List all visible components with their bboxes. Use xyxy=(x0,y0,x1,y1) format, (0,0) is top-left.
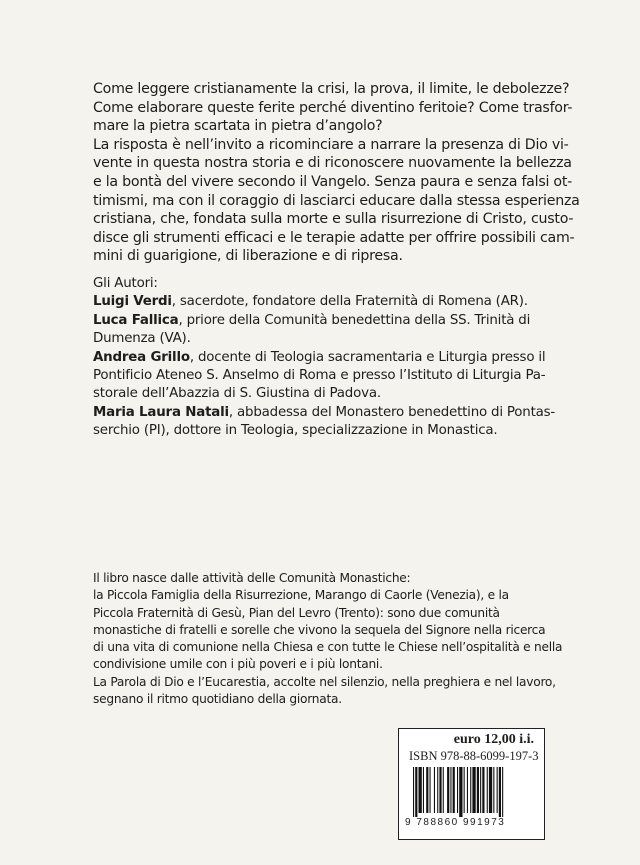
about-line: segnano il ritmo quotidiano della giornata. xyxy=(93,692,342,707)
intro-line: Come leggere cristianamente la crisi, la prova, il limite, le debolezze? xyxy=(93,81,570,97)
intro-line: Come elaborare queste ferite perché diventino feritoie? Come trasfor- xyxy=(93,99,573,116)
author-description: , priore della Comunità benedettina della SS. Trinità di xyxy=(178,312,531,328)
author-description: , abbadessa del Monastero benedettino di Pontas- xyxy=(228,404,556,420)
author-description: , sacerdote, fondatore della Fraternità di Romena (AR). xyxy=(171,294,528,310)
intro-line: e la bontà del vivere secondo il Vangelo. Senza paura e senza falsi ot- xyxy=(93,173,573,190)
author-description-cont: serchio (PI), dottore in Teologia, specializzazione in Monastica. xyxy=(93,423,498,439)
author-description: , docente di Teologia sacramentaria e Liturgia presso il xyxy=(189,349,546,365)
about-line: Piccola Fraternità di Gesù, Pian del Levro (Trento): sono due comunità xyxy=(93,605,500,620)
author-entry xyxy=(93,349,573,367)
author-description-cont: storale dell’Abazzia di S. Giustina di Padova. xyxy=(93,386,381,402)
intro-line: disce gli strumenti efficaci e le terapie adatte per offrire possibili cam- xyxy=(93,229,575,246)
author-entry xyxy=(93,293,573,311)
about-line: condivisione umile con i più poveri e i più lontani. xyxy=(93,657,383,672)
about-line: La Parola di Dio e l’Eucarestia, accolte nel silenzio, nella preghiera e nel lavoro, xyxy=(93,674,556,689)
author-name: Luigi Verdi xyxy=(93,294,172,310)
author-name: Luca Fallica xyxy=(93,312,179,328)
intro-line: mini di guarigione, di liberazione e di ripresa. xyxy=(93,248,403,265)
price-isbn-box xyxy=(398,728,545,840)
authors-heading: Gli Autori: xyxy=(93,276,158,291)
author-entry xyxy=(93,404,573,422)
author-description-cont: Pontificio Ateneo S. Anselmo di Roma e presso l’Istituto di Liturgia Pa- xyxy=(93,368,546,384)
about-section xyxy=(93,570,563,708)
intro-line: cristiana, che, fondata sulla morte e sulla risurrezione di Cristo, custo- xyxy=(93,211,574,228)
intro-paragraph xyxy=(93,80,580,266)
author-name: Maria Laura Natali xyxy=(93,404,229,420)
price-label: euro 12,00 i.i. xyxy=(453,732,534,747)
intro-line: La risposta è nell’invito a ricominciare a narrare la presenza di Dio vi- xyxy=(93,136,569,153)
barcode-icon xyxy=(413,767,531,817)
intro-line: mare la pietra scartata in pietra d’angolo? xyxy=(93,118,383,135)
isbn-label: ISBN 978-88-6099-197-3 xyxy=(409,749,539,763)
authors-section xyxy=(93,275,573,441)
intro-line: timismi, ma con il coraggio di lasciarci educare dalla stessa esperienza xyxy=(93,192,580,209)
about-line: la Piccola Famiglia della Risurrezione, Marango di Caorle (Venezia), e la xyxy=(93,588,509,603)
about-line: di una vita di comunione nella Chiesa e con tutte le Chiese nell’ospitalità e nella xyxy=(93,640,563,655)
about-line: Il libro nasce dalle attività delle Comunità Monastiche: xyxy=(93,571,411,585)
intro-line: vente in questa nostra storia e di riconoscere nuovamente la bellezza xyxy=(93,155,572,172)
author-description-cont: Dumenza (VA). xyxy=(93,331,191,347)
author-entry xyxy=(93,312,573,330)
barcode-digits: 9 788860 991973 xyxy=(405,817,506,828)
author-name: Andrea Grillo xyxy=(93,349,190,365)
about-line: monastiche di fratelli e sorelle che vivono la sequela del Signore nella ricerca xyxy=(93,622,546,637)
